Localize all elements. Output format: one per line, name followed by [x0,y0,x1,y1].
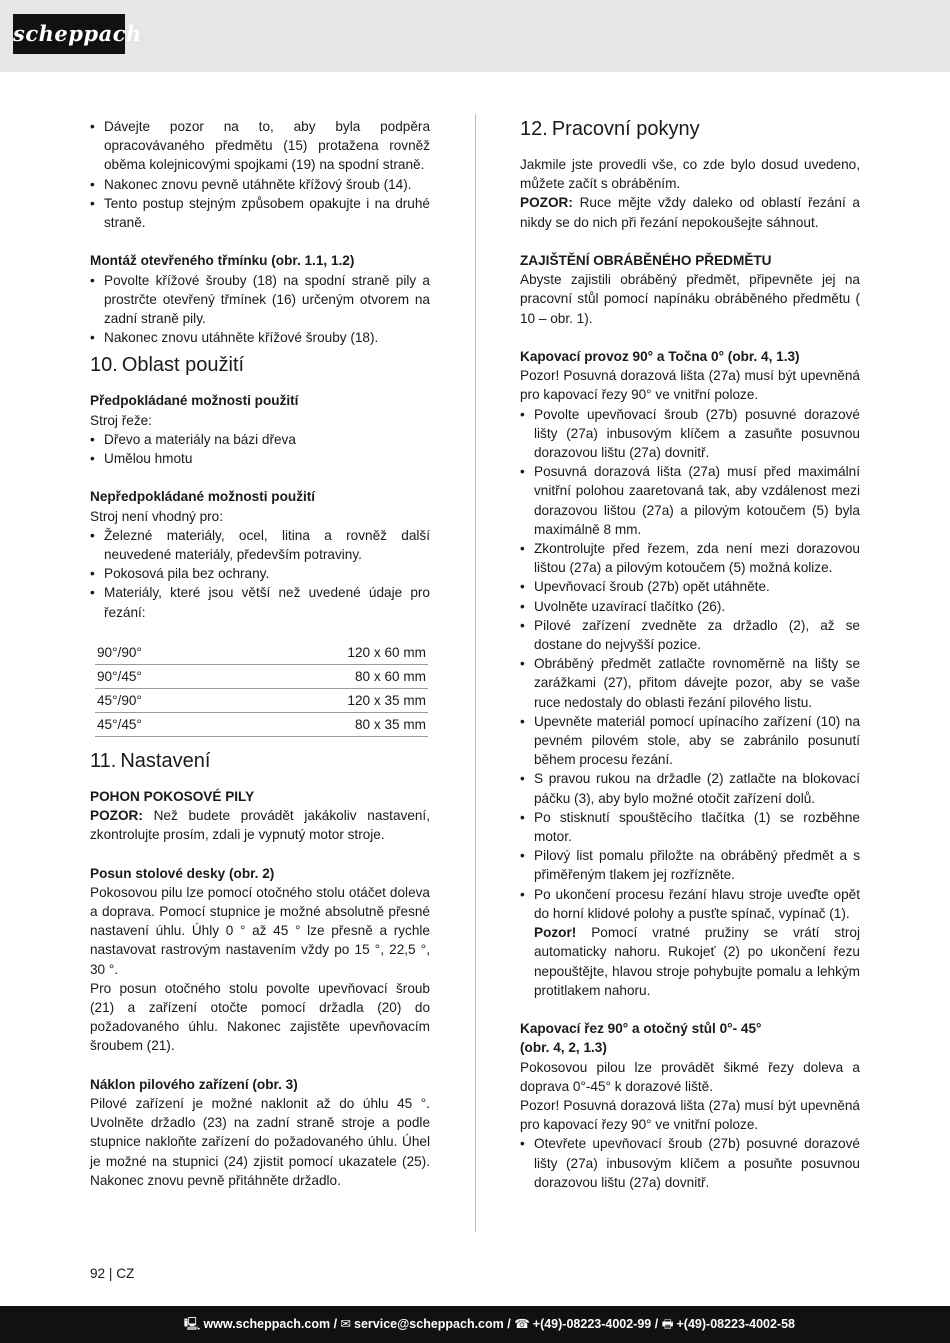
list-item: • Otevřete upevňovací šroub (27b) posuvné dorazové lišty (27a) inbusovým klíčem a posuňte posuvnou dorazovou lištu (27a) dovnitř. [520,1134,860,1192]
unintended-use-text: Stroj není vhodný pro: [90,508,223,524]
miter-text: Pokosovou pilou lze provádět šikmé řezy doleva a doprava 0°-45° k dorazové liště. [520,1059,860,1094]
separator: / [651,1317,662,1331]
section-12-title [520,117,860,141]
list-item: • Upevňovací šroub (27b) opět utáhněte. [520,577,860,596]
list-item: • Nakonec znovu pevně utáhněte křížový šroub (14). [90,175,430,194]
intended-use-text: Stroj řeže: [90,412,152,428]
list-item: • Železné materiály, ocel, litina a rovněž další neuvedené materiály, především potraviny. [90,526,430,564]
table-cell: 120 x 60 mm [219,641,428,665]
table-row [95,664,428,688]
unintended-bullet-list [90,526,430,622]
table-cell: 80 x 35 mm [219,712,428,736]
website-link[interactable]: www.scheppach.com [203,1317,331,1331]
crosscut-heading: Kapovací provoz 90° a Točna 0° (obr. 4, 1.3) [520,349,800,364]
miter-heading: Kapovací řez 90° a otočný stůl 0°- 45° [520,1021,762,1037]
page-number: 92 | CZ [90,1266,135,1281]
list-item: • Po ukončení procesu řezání hlavu stroje uveďte opět do horní klidové polohy a pusťte spínač, vypínač (1). [520,885,860,923]
fax-icon: 🖶 [661,1317,674,1331]
mount-bullet-list [90,271,430,348]
list-item: • Pokosová pila bez ochrany. [90,564,430,583]
phone-number: +(49)-08223-4002-99 [532,1317,652,1331]
table-cell: 45°/45° [95,712,219,736]
list-item: • Povolte křížové šrouby (18) na spodní straně pily a prostrčte otevřený třmínek (16) určeným otvorem na zadní straně pily. [90,271,430,329]
fax-number: +(49)-08223-4002-58 [676,1317,795,1331]
section-11-title [90,749,430,773]
separator: / [503,1317,515,1331]
section-number: 11. [90,749,117,772]
section-number: 12. [520,118,548,140]
separator: / [330,1317,341,1331]
intended-use-heading: Předpokládané možnosti použití [90,393,299,409]
table-shift-text-2: Pro posun otočného stolu povolte upevňovací šroub (21) a zařízení otočte pomocí držadla (20) do požadovaného úhlu. Nakonec zajistěte upevňovacím šroubem (21). [90,980,430,1054]
crosscut-bullet-list [520,405,860,923]
section-number: 10. [90,354,118,377]
section-10-title [90,353,430,377]
mail-icon: ✉ [340,1317,351,1331]
return-spring-note [520,923,860,1000]
list-item: • Zkontrolujte před řezem, zda není mezi dorazovou lištou (27a) a pilovým kotoučem (5) možná kolize. [520,539,860,577]
table-cell: 90°/45° [95,664,219,688]
list-item: • Pilový list pomalu přiložte na obráběný předmět a s přiměřeným tlakem jej rozřízněte. [520,846,860,884]
list-item: • Nakonec znovu utáhněte křížové šrouby (18). [90,328,430,347]
brand-logo: scheppach [13,14,125,54]
miter-heading-figures: (obr. 4, 2, 1.3) [520,1040,607,1056]
list-item: • S pravou rukou na držadle (2) zatlačte na blokovací páčku (3), aby bylo možné otočit zařízení dolů. [520,769,860,807]
warning-text: Než budete provádět jakákoliv nastavení, zkontrolujte prosím, zdali je vypnutý motor stroje. [90,808,430,843]
table-row [95,688,428,712]
list-item: • Uvolněte uzavírací tlačítko (26). [520,597,860,616]
list-item: • Upevněte materiál pomocí upínacího zařízení (10) na pevném pilovém stole, aby se zabránilo posunutí během procesu řezání. [520,712,860,770]
table-shift-heading: Posun stolové desky (obr. 2) [90,865,275,881]
unintended-use-heading: Nepředpokládané možnosti použití [90,489,316,505]
column-divider [475,114,476,1232]
list-item: • Po stisknutí spouštěcího tlačítka (1) se rozběhne motor. [520,808,860,846]
table-cell: 120 x 35 mm [219,688,428,712]
intro-warning [520,193,860,231]
warning-label: POZOR: [90,808,143,824]
email-link[interactable]: service@scheppach.com [354,1317,504,1331]
right-column [520,117,860,1192]
table-cell: 80 x 60 mm [219,664,428,688]
mount-heading: Montáž otevřeného třmínku (obr. 1.1, 1.2) [90,253,355,269]
computer-icon: 🖳 [183,1317,201,1331]
list-item: • Posuvná dorazová lišta (27a) musí před maximální vnitřní polohou zaaretovaná tak, aby vzdálenost mezi dorazovou lištou (27a) a pilovým kotoučem (5) byla maximálně 8 mm. [520,462,860,539]
section-title: Pracovní pokyny [551,118,700,140]
warning-label: POZOR: [520,195,573,211]
secure-workpiece-heading: ZAJIŠTĚNÍ OBRÁBĚNÉHO PŘEDMĚTU [520,253,772,268]
list-item: • Dávejte pozor na to, aby byla podpěra opracovávaného předmětu (15) protažena rovněž oběma kolejnicovými spojkami (19) na spodní straně. [90,117,430,175]
list-item: • Povolte upevňovací šroub (27b) posuvné dorazové lišty (27a) inbusovým klíčem a zasuňte posuvnou dorazovou lištu (27a) dovnitř. [520,405,860,463]
list-item: • Materiály, které jsou větší než uvedené údaje pro řezání: [90,583,430,621]
tilt-heading: Náklon pilového zařízení (obr. 3) [90,1076,298,1092]
contact-line [184,1306,795,1343]
table-row [95,641,428,665]
list-item: • Tento postup stejným způsobem opakujte i na druhé straně. [90,194,430,232]
note-text: Pomocí vratné pružiny se vrátí stroj automaticky nahoru. Rukojeť (2) po ukončení řezu nepouštějte, hlavou stroje pohybujte pomalu a lehkým protitlakem nahoru. [534,925,860,998]
page-header [0,0,950,72]
drive-heading: POHON POKOSOVÉ PILY [90,788,255,804]
table-cell: 90°/90° [95,641,219,665]
intro-bullet-list [90,117,430,232]
drive-warning [90,806,430,844]
intro-text: Jakmile jste provedli vše, co zde bylo dosud uvedeno, můžete začít s obráběním. [520,157,860,192]
table-cell: 45°/90° [95,688,219,712]
list-item: • Pilové zařízení zvedněte za držadlo (2), až se dostane do nejvyšší pozice. [520,616,860,654]
list-item: • Obráběný předmět zatlačte rovnoměrně na lišty se zarážkami (27), přitom dávejte pozor, aby se vaše ruce nedostaly do oblasti řezání pilového listu. [520,654,860,712]
section-title: Nastavení [120,749,211,772]
miter-bullet-list [520,1134,860,1192]
page-footer [0,1306,950,1343]
miter-text-2: Pozor! Posuvná dorazová lišta (27a) musí být upevněná pro kapovací řezy 90° ve vnitřní poloze. [520,1097,860,1133]
secure-workpiece-text: Abyste zajistili obráběný předmět, připevněte jej na pracovní stůl pomocí napínáku obráběného předmětu ( 10 – obr. 1). [520,272,860,326]
warning-text: Ruce mějte vždy daleko od oblastí řezání a nikdy se do nich při řezání nepokoušejte sáhnout. [520,195,860,230]
crosscut-text: Pozor! Posuvná dorazová lišta (27a) musí být upevněná pro kapovací řezy 90° ve vnitřní poloze. [520,368,860,403]
list-item: • Umělou hmotu [90,449,430,468]
left-column [90,117,430,1190]
note-label: Pozor! [534,925,577,941]
table-shift-text: Pokosovou pilu lze pomocí otočného stolu otáčet doleva a doprava. Pomocí stupnice je možné absolutně přesné nastavení úhlu. Úhly 0 ° až 45 ° lze přesně a rychle nastavovat rastrovým nastavením vždy po 15 °, 22,5 °, 30 °. [90,884,430,977]
table-row [95,712,428,736]
tilt-text: Pilové zařízení je možné naklonit až do úhlu 45 °. Uvolněte držadlo (23) na zadní straně stroje a podle stupnice nakloňte zařízení do požadovaného úhlu. Úhel je možné na stupnici (24) zjistit pomocí ukazatele (25). Nakonec znovu pevně přitáhněte držadlo. [90,1096,430,1188]
intended-bullet-list [90,430,430,468]
section-title: Oblast použití [121,354,245,377]
phone-icon: ☎ [514,1317,530,1331]
list-item: • Dřevo a materiály na bázi dřeva [90,430,430,449]
cutting-capacity-table [95,641,428,737]
